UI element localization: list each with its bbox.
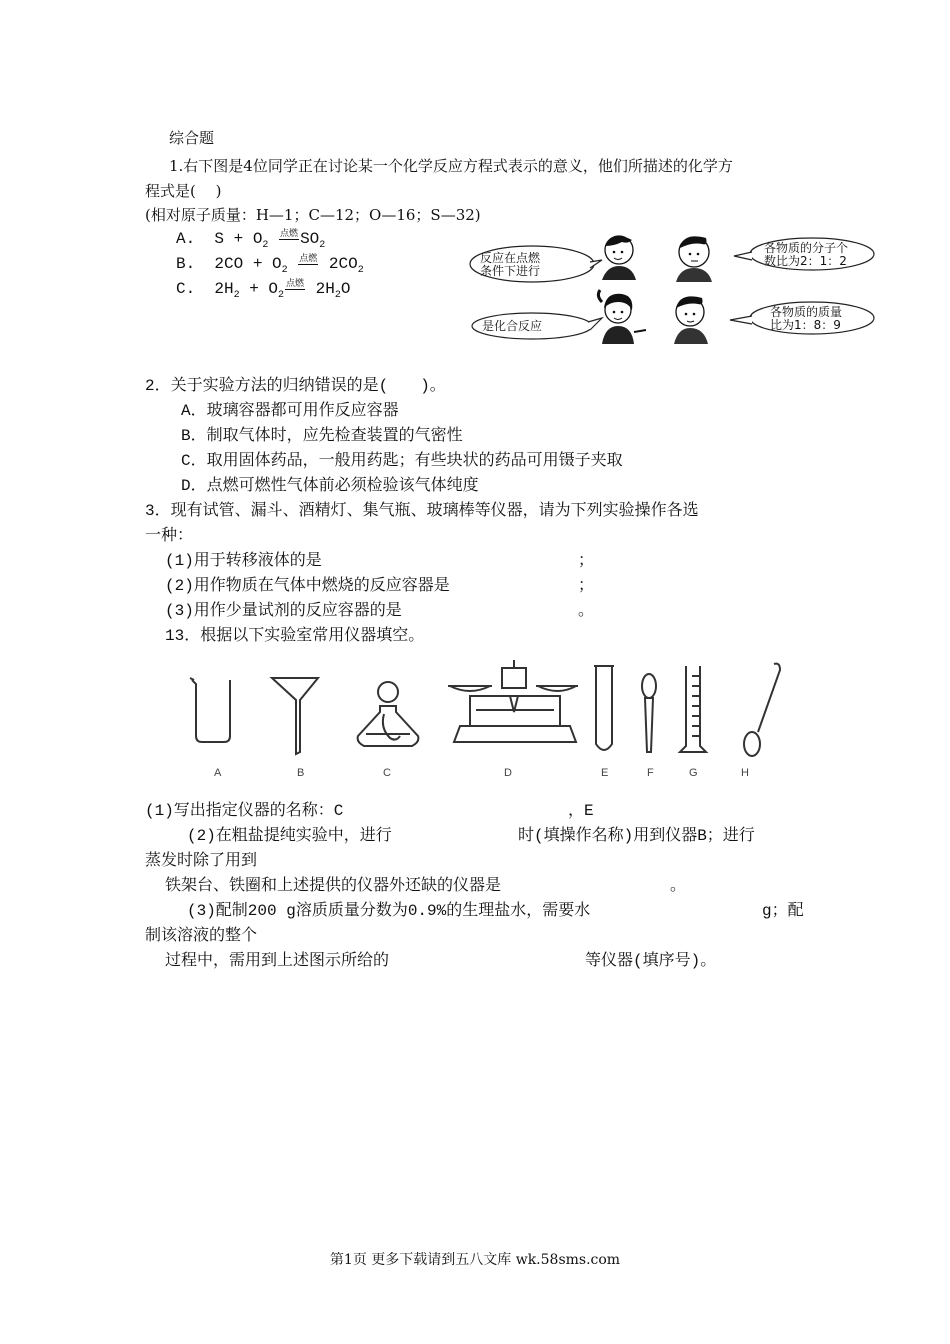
q1-atomic-masses: (相对原子质量：H—1；C—12；O—16；S—32)	[145, 206, 481, 224]
q3-stem-line2: 一种：	[145, 527, 194, 545]
bubble-4-text: 各物质的质量 比为1：8：9	[770, 305, 843, 332]
student-girl	[598, 290, 646, 344]
reaction-condition: 点燃	[299, 254, 318, 264]
instrument-label-g: G	[689, 767, 698, 779]
student-boy-1	[602, 236, 636, 280]
q13-part2-d: 铁架台、铁圈和上述提供的仪器外还缺的仪器是	[165, 877, 502, 895]
q1-option-a: A. $S + O_2$ 点燃 $SO_2$	[176, 229, 326, 252]
reaction-condition: 点燃	[286, 279, 305, 289]
q13-part2-e: 。	[670, 877, 687, 895]
q1-stem-line1: 1.右下图是4位同学正在讨论某一个化学反应方程式表示的意义，他们所描述的化学方	[169, 157, 733, 175]
q13-part3-d: 过程中，需用到上述图示所给的	[165, 952, 390, 970]
q13-part3-c: 制该溶液的整个	[145, 927, 258, 945]
q1-option-c: C. $2H_2 + O_2$点燃 $2H_2O$	[176, 279, 351, 302]
instrument-label-b: B	[297, 767, 305, 779]
q2-stem: 2．关于实验方法的归纳错误的是( )。	[145, 377, 446, 395]
dropper-icon	[642, 674, 656, 752]
instrument-label-e: E	[601, 767, 609, 779]
q13-part3-e: 等仪器(填序号)。	[585, 952, 717, 970]
test-tube-icon	[594, 666, 614, 750]
q2-option-c: C．取用固体药品，一般用药匙；有些块状的药品可用镊子夹取	[181, 452, 623, 470]
section-title: 综合题	[169, 129, 215, 147]
page-footer: 第1页 更多下载请到五八文库 wk.58sms.com	[329, 1252, 621, 1268]
instrument-label-d: D	[504, 767, 512, 779]
reaction-condition: 点燃	[280, 229, 299, 239]
q13-part3-a: (3)配制200 g溶质质量分数为0.9%的生理盐水，需要水	[187, 902, 591, 920]
instrument-label-a: A	[214, 767, 222, 779]
q3-item-1: (1)用于转移液体的是	[165, 552, 322, 570]
q3-stem-line1: 3．现有试管、漏斗、酒精灯、集气瓶、玻璃棒等仪器，请为下列实验操作各选	[145, 502, 699, 520]
q2-option-a: A．玻璃容器都可用作反应容器	[181, 402, 399, 420]
q1-stem-line2: 程式是( )	[145, 182, 222, 200]
instrument-label-c: C	[383, 767, 391, 779]
bubble-2-text: 各物质的分子个 数比为2：1：2	[764, 241, 849, 268]
instrument-label-f: F	[647, 767, 654, 779]
option-label: B.	[176, 255, 196, 273]
student-boy-3	[674, 296, 708, 344]
q3-item-2-end: ；	[578, 577, 595, 595]
q13-stem: 13．根据以下实验室常用仪器填空。	[165, 627, 425, 645]
graduated-cylinder-icon	[680, 666, 706, 752]
q2-option-d: D．点燃可燃性气体前必须检验该气体纯度	[181, 477, 479, 495]
q3-item-3-end: 。	[578, 602, 595, 620]
q3-item-2: (2)用作物质在气体中燃烧的反应容器是	[165, 577, 450, 595]
q13-part2-a: (2)在粗盐提纯实验中，进行	[187, 827, 392, 845]
option-label: C.	[176, 280, 196, 298]
bubble-3-text: 是化合反应	[482, 319, 543, 333]
bubble-1-text: 反应在点燃 条件下进行	[480, 251, 541, 278]
q13-part2-c: 蒸发时除了用到	[145, 852, 258, 870]
q13-part1-e: ，E	[568, 802, 594, 820]
student-boy-2	[676, 236, 712, 282]
beaker-icon	[190, 678, 230, 742]
q13-part2-b: 时(填操作名称)用到仪器B；进行	[518, 827, 755, 845]
option-label: A.	[176, 230, 196, 248]
q13-part1: (1)写出指定仪器的名称：C	[145, 802, 344, 820]
balance-scale-icon	[448, 660, 578, 742]
alcohol-lamp-icon	[358, 682, 419, 746]
q13-part3-b: g；配	[762, 902, 804, 920]
q3-item-1-end: ；	[578, 552, 595, 570]
q3-item-3: (3)用作少量试剂的反应容器的是	[165, 602, 402, 620]
lab-instruments-illustration	[180, 656, 790, 776]
instrument-label-h: H	[741, 767, 749, 779]
funnel-icon	[272, 678, 318, 754]
q1-option-b: B. $2CO + O_2$ 点燃 $2CO_2$	[176, 254, 364, 277]
medicine-spoon-icon	[744, 664, 780, 756]
q2-option-b: B．制取气体时，应先检查装置的气密性	[181, 427, 463, 445]
